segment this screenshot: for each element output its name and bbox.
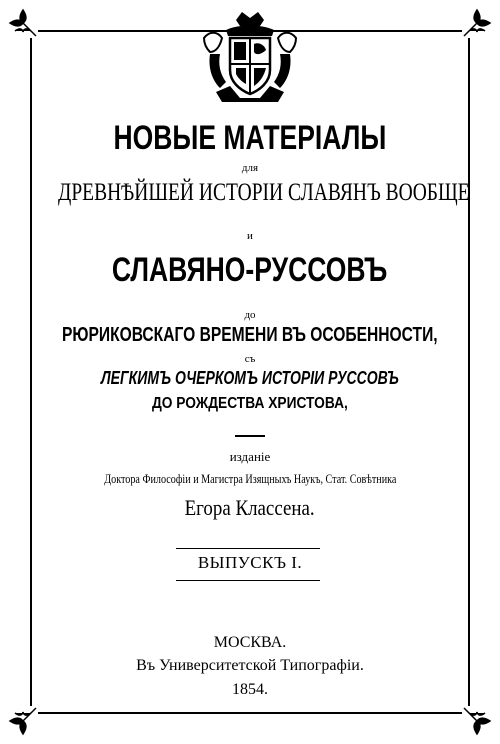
connector-word-i: и xyxy=(247,230,253,242)
connector-word-s: съ xyxy=(244,353,256,365)
fleur-de-lis-corner-icon xyxy=(460,6,494,40)
issue-label: ВЫПУСКЪ I. xyxy=(197,553,303,572)
title-line-6: ДО РОЖДЕСТВА ХРИСТОВА, xyxy=(152,395,348,412)
connector-word-dlya: для xyxy=(241,162,259,174)
frame-bottom-line xyxy=(38,712,462,714)
divider-rule xyxy=(235,435,265,437)
title-line-2: ДРЕВНѢЙШЕЙ ИСТОРІИ СЛАВЯНЪ ВООБЩЕ xyxy=(58,179,470,206)
author-name: Егора Классена. xyxy=(184,495,316,520)
year: 1854. xyxy=(232,681,268,698)
title-line-1: НОВЫЕ МАТЕРІАЛЫ xyxy=(113,119,387,157)
fleur-de-lis-corner-icon xyxy=(6,6,40,40)
connector-word-do: до xyxy=(244,309,256,321)
author-credentials: Доктора Философіи и Магистра Изящныхъ Наукъ, Стат. Совѣтника xyxy=(103,471,397,486)
title-line-5: ЛЕГКИМЪ ОЧЕРКОМЪ ИСТОРІИ РУССОВЪ xyxy=(101,368,399,388)
printer: Въ Университетской Типографіи. xyxy=(136,657,364,674)
fleur-de-lis-corner-icon xyxy=(460,704,494,738)
fleur-de-lis-corner-icon xyxy=(6,704,40,738)
title-line-4: РЮРИКОВСКАГО ВРЕМЕНИ ВЪ ОСОБЕННОСТИ, xyxy=(62,324,438,346)
title-line-3: СЛАВЯНО-РУССОВЪ xyxy=(112,251,388,289)
coat-of-arms-icon xyxy=(196,8,304,108)
edition-word: изданіе xyxy=(229,449,271,464)
city: МОСКВА. xyxy=(213,634,287,651)
